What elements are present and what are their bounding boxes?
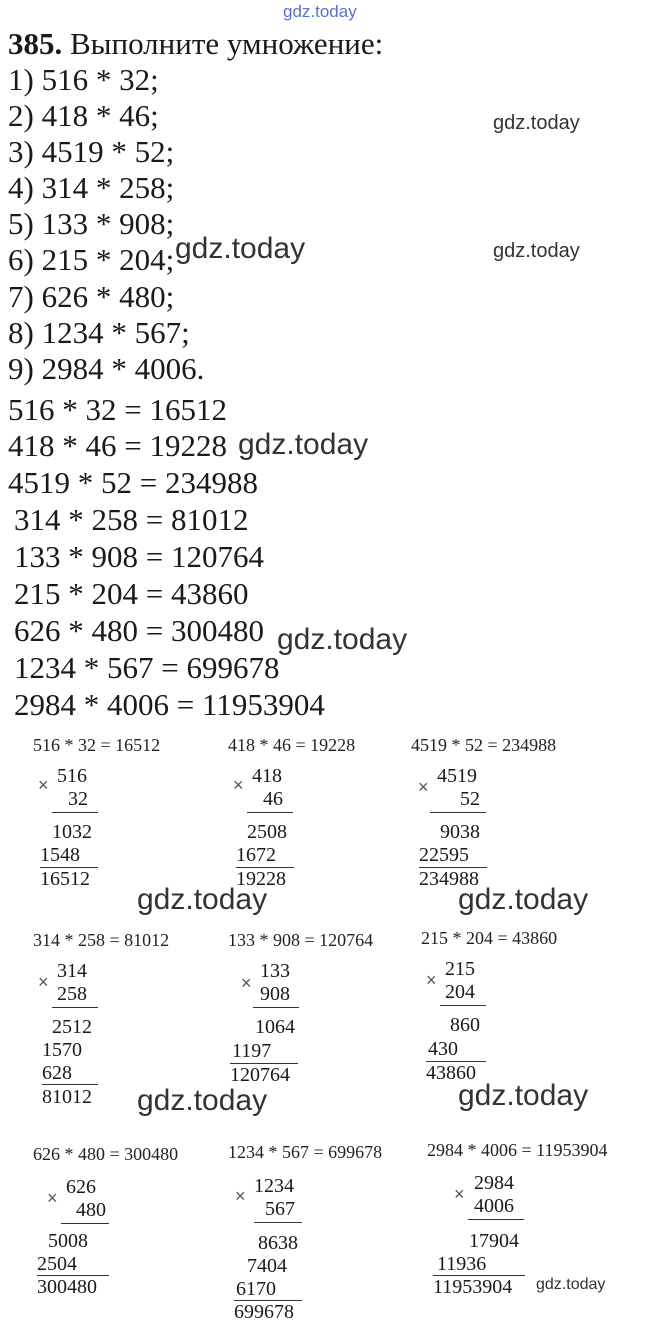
column-result: 234988 — [419, 868, 479, 890]
partial-product: 5008 — [48, 1230, 88, 1252]
item-2: 2) 418 * 46; — [8, 98, 159, 133]
rule — [42, 1084, 98, 1085]
partial-product: 1032 — [52, 821, 92, 843]
item-3: 3) 4519 * 52; — [8, 134, 175, 169]
item-7: 7) 626 * 480; — [8, 279, 175, 314]
partial-product: 22595 — [419, 844, 469, 866]
multiplicand: 418 — [252, 765, 282, 787]
item-6: 6) 215 * 204; — [8, 242, 175, 277]
times-sign: × — [233, 775, 244, 795]
column-header: 133 * 908 = 120764 — [228, 930, 374, 950]
times-sign: × — [241, 973, 252, 993]
rule — [61, 1223, 109, 1224]
partial-product: 6170 — [236, 1278, 276, 1300]
item-5: 5) 133 * 908; — [8, 206, 175, 241]
item-1: 1) 516 * 32; — [8, 62, 159, 97]
multiplier: 258 — [57, 983, 87, 1005]
watermark-top: gdz.today — [283, 2, 357, 21]
times-sign: × — [38, 775, 49, 795]
watermark: gdz.today — [137, 883, 268, 916]
times-sign: × — [418, 777, 429, 797]
partial-product: 8638 — [258, 1232, 298, 1254]
rule — [253, 1007, 299, 1008]
partial-product: 2512 — [52, 1016, 92, 1038]
multiplicand: 4519 — [437, 765, 477, 787]
multiplier: 52 — [460, 788, 480, 810]
multiplicand: 2984 — [474, 1172, 514, 1194]
column-header: 1234 * 567 = 699678 — [228, 1142, 383, 1162]
answer-8: 1234 * 567 = 699678 — [14, 650, 280, 685]
multiplicand: 314 — [57, 960, 87, 982]
column-header: 2984 * 4006 = 11953904 — [427, 1140, 608, 1160]
multiplier: 4006 — [474, 1195, 514, 1217]
answer-9: 2984 * 4006 = 11953904 — [14, 687, 325, 722]
multiplicand: 215 — [445, 958, 475, 980]
times-sign: × — [38, 972, 49, 992]
column-result: 19228 — [236, 868, 286, 890]
watermark: gdz.today — [458, 883, 589, 916]
multiplicand: 1234 — [254, 1175, 294, 1197]
answer-7: 626 * 480 = 300480 — [14, 613, 264, 648]
partial-product: 1064 — [255, 1016, 295, 1038]
answer-3: 4519 * 52 = 234988 — [8, 465, 258, 500]
partial-product: 2504 — [37, 1253, 77, 1275]
multiplier: 908 — [260, 983, 290, 1005]
rule — [254, 1222, 302, 1223]
watermark: gdz.today — [493, 112, 580, 134]
answer-1: 516 * 32 = 16512 — [8, 392, 227, 427]
partial-product: 628 — [42, 1062, 72, 1084]
column-header: 314 * 258 = 81012 — [33, 930, 170, 950]
answer-4: 314 * 258 = 81012 — [14, 502, 249, 537]
partial-product: 1197 — [232, 1040, 272, 1062]
rule — [247, 812, 293, 813]
column-result: 43860 — [426, 1062, 476, 1084]
multiplier: 567 — [265, 1198, 295, 1220]
partial-product: 860 — [450, 1014, 480, 1036]
partial-product: 7404 — [247, 1255, 287, 1277]
partial-product: 1672 — [236, 844, 276, 866]
column-result: 16512 — [40, 868, 90, 890]
watermark: gdz.today — [175, 232, 306, 265]
column-result: 300480 — [37, 1276, 97, 1298]
rule — [430, 812, 486, 813]
item-4: 4) 314 * 258; — [8, 170, 175, 205]
multiplicand: 516 — [57, 765, 87, 787]
watermark: gdz.today — [458, 1079, 589, 1112]
item-9: 9) 2984 * 4006. — [8, 351, 205, 386]
partial-product: 11936 — [437, 1253, 487, 1275]
partial-product: 2508 — [247, 821, 287, 843]
column-header: 418 * 46 = 19228 — [228, 735, 356, 755]
column-result: 699678 — [234, 1301, 294, 1323]
multiplier: 204 — [445, 981, 475, 1003]
multiplier: 32 — [68, 788, 88, 810]
partial-product: 17904 — [469, 1230, 519, 1252]
rule — [468, 1219, 524, 1220]
partial-product: 430 — [428, 1038, 458, 1060]
times-sign: × — [426, 970, 437, 990]
column-header: 516 * 32 = 16512 — [33, 735, 161, 755]
partial-product: 1570 — [42, 1039, 82, 1061]
times-sign: × — [454, 1184, 465, 1204]
answer-6: 215 * 204 = 43860 — [14, 576, 249, 611]
rule — [440, 1005, 486, 1006]
column-header: 4519 * 52 = 234988 — [411, 735, 557, 755]
multiplicand: 133 — [260, 960, 290, 982]
multiplier: 480 — [76, 1199, 106, 1221]
column-result: 11953904 — [433, 1276, 513, 1298]
watermark: gdz.today — [493, 240, 580, 262]
partial-product: 9038 — [440, 821, 480, 843]
answer-2: 418 * 46 = 19228 — [8, 428, 227, 463]
times-sign: × — [47, 1188, 58, 1208]
column-header: 215 * 204 = 43860 — [421, 928, 558, 948]
multiplier: 46 — [263, 788, 283, 810]
item-8: 8) 1234 * 567; — [8, 315, 190, 350]
task-title: Выполните умножение: — [70, 26, 384, 61]
column-result: 81012 — [42, 1086, 92, 1108]
partial-product: 1548 — [40, 844, 80, 866]
times-sign: × — [235, 1186, 246, 1206]
watermark: gdz.today — [238, 428, 369, 461]
answer-5: 133 * 908 = 120764 — [14, 539, 264, 574]
task-number: 385. — [8, 26, 63, 61]
rule — [52, 1007, 98, 1008]
rule — [52, 812, 98, 813]
watermark: gdz.today — [277, 623, 408, 656]
watermark: gdz.today — [137, 1084, 268, 1117]
column-result: 120764 — [230, 1064, 290, 1086]
watermark: gdz.today — [536, 1276, 606, 1293]
column-header: 626 * 480 = 300480 — [33, 1144, 179, 1164]
task-heading — [8, 26, 383, 62]
multiplicand: 626 — [66, 1176, 96, 1198]
